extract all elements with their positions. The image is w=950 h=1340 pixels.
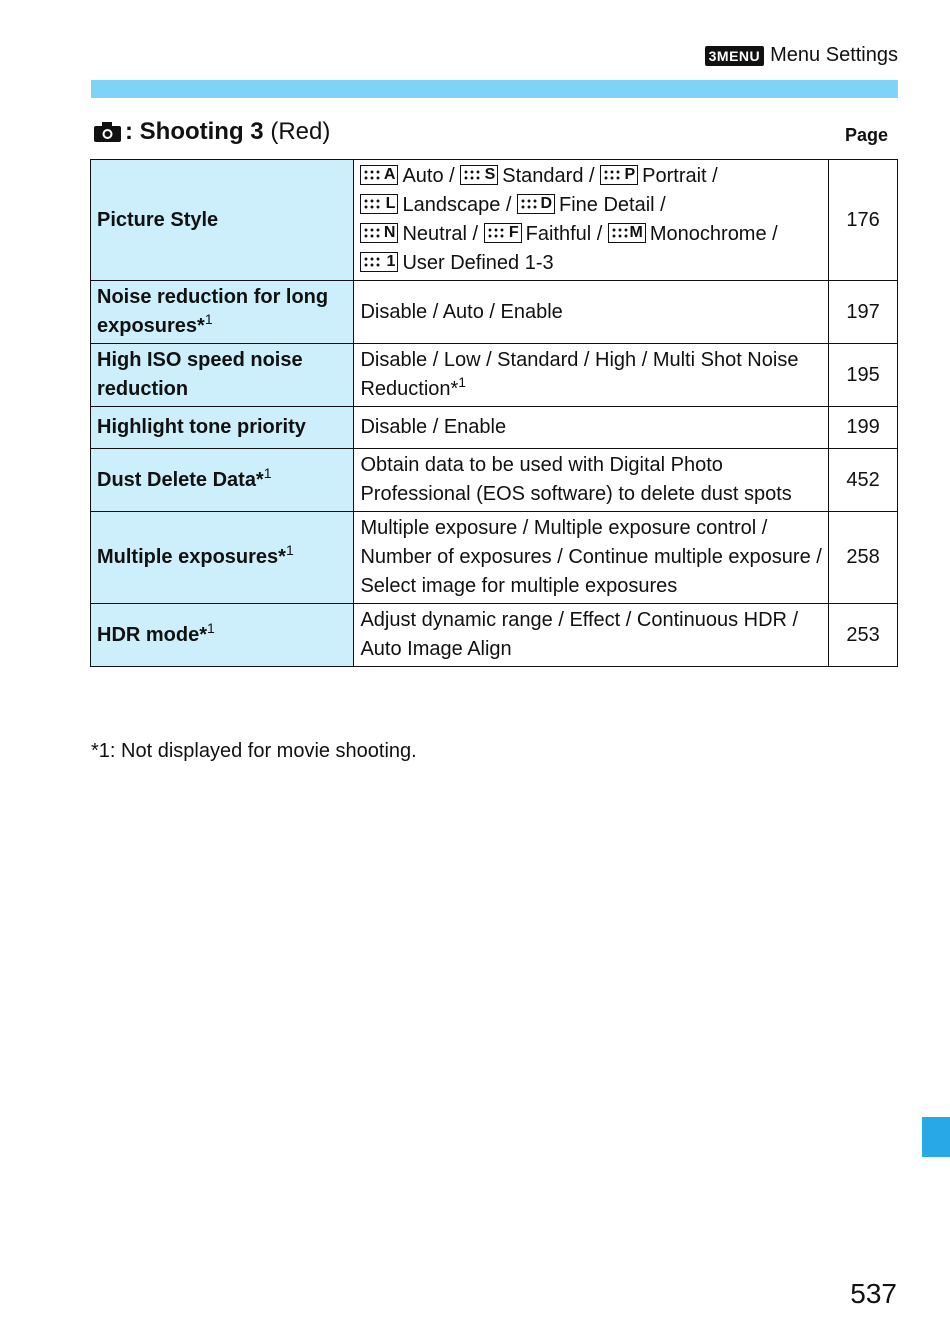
row-item: HDR mode*$^1$ [91,604,354,667]
picture-style-standard: S Standard / [460,165,594,187]
row-page: 258 [829,512,898,604]
picture-style-monochrome-icon: M [608,223,646,243]
picture-style-user-defined: 1 User Defined 1-3 [360,252,553,274]
picture-style-monochrome: M Monochrome / [608,223,778,245]
page-header [705,44,898,67]
picture-style-landscape-icon: L [360,194,398,214]
row-options [354,160,829,281]
page-column-label: Page [844,125,888,145]
section-title [93,118,330,146]
table-row [91,344,898,407]
picture-style-auto-icon: A [360,165,398,185]
picture-style-portrait-icon: P [600,165,638,185]
picture-style-faithful-icon: F [484,223,522,243]
picture-style-landscape: L Landscape / [360,194,511,216]
table-row [91,449,898,512]
row-item: Picture Style [91,160,354,281]
header-title: Menu Settings [770,44,898,66]
picture-style-auto: A Auto / [360,165,454,187]
picture-style-fine-detail: D Fine Detail / [517,194,666,216]
picture-style-neutral-icon: N [360,223,398,243]
row-page: 197 [829,281,898,344]
row-options: Disable / Low / Standard / High / Multi Shot Noise Reduction*$^1$ [354,344,829,407]
row-item: Multiple exposures*$^1$ [91,512,354,604]
picture-style-user-defined-icon: 1 [360,252,398,272]
row-item: Dust Delete Data*$^1$ [91,449,354,512]
picture-style-standard-icon: S [460,165,498,185]
header-bar [91,80,898,98]
table-row [91,604,898,667]
row-page: 253 [829,604,898,667]
camera-icon [93,121,123,143]
chapter-tab [922,1117,950,1157]
row-page: 452 [829,449,898,512]
page-number: 537 [850,1278,897,1309]
row-page: 195 [829,344,898,407]
row-options: Adjust dynamic range / Effect / Continuous HDR / Auto Image Align [354,604,829,667]
picture-style-portrait: P Portrait / [600,165,718,187]
row-page: 199 [829,407,898,449]
settings-table [90,159,898,667]
picture-style-neutral: N Neutral / [360,223,478,245]
row-options: Disable / Auto / Enable [354,281,829,344]
row-options: Disable / Enable [354,407,829,449]
section-title-main: : Shooting 3 [125,118,264,145]
row-item: High ISO speed noise reduction [91,344,354,407]
table-row [91,407,898,449]
table-row [91,160,898,281]
row-options: Multiple exposure / Multiple exposure control / Number of exposures / Continue multiple exposure / Select image for multiple exposures [354,512,829,604]
section-title-suffix: (Red) [263,118,331,145]
table-row [91,512,898,604]
footnote: *1: Not displayed for movie shooting. [91,740,417,762]
row-item: Highlight tone priority [91,407,354,449]
picture-style-fine-detail-icon: D [517,194,555,214]
menu-icon: 3MENU [705,46,765,66]
row-options: Obtain data to be used with Digital Photo Professional (EOS software) to delete dust spots [354,449,829,512]
picture-style-faithful: F Faithful / [484,223,603,245]
row-item: Noise reduction for long exposures*$^1$ [91,281,354,344]
row-page: 176 [829,160,898,281]
table-row [91,281,898,344]
